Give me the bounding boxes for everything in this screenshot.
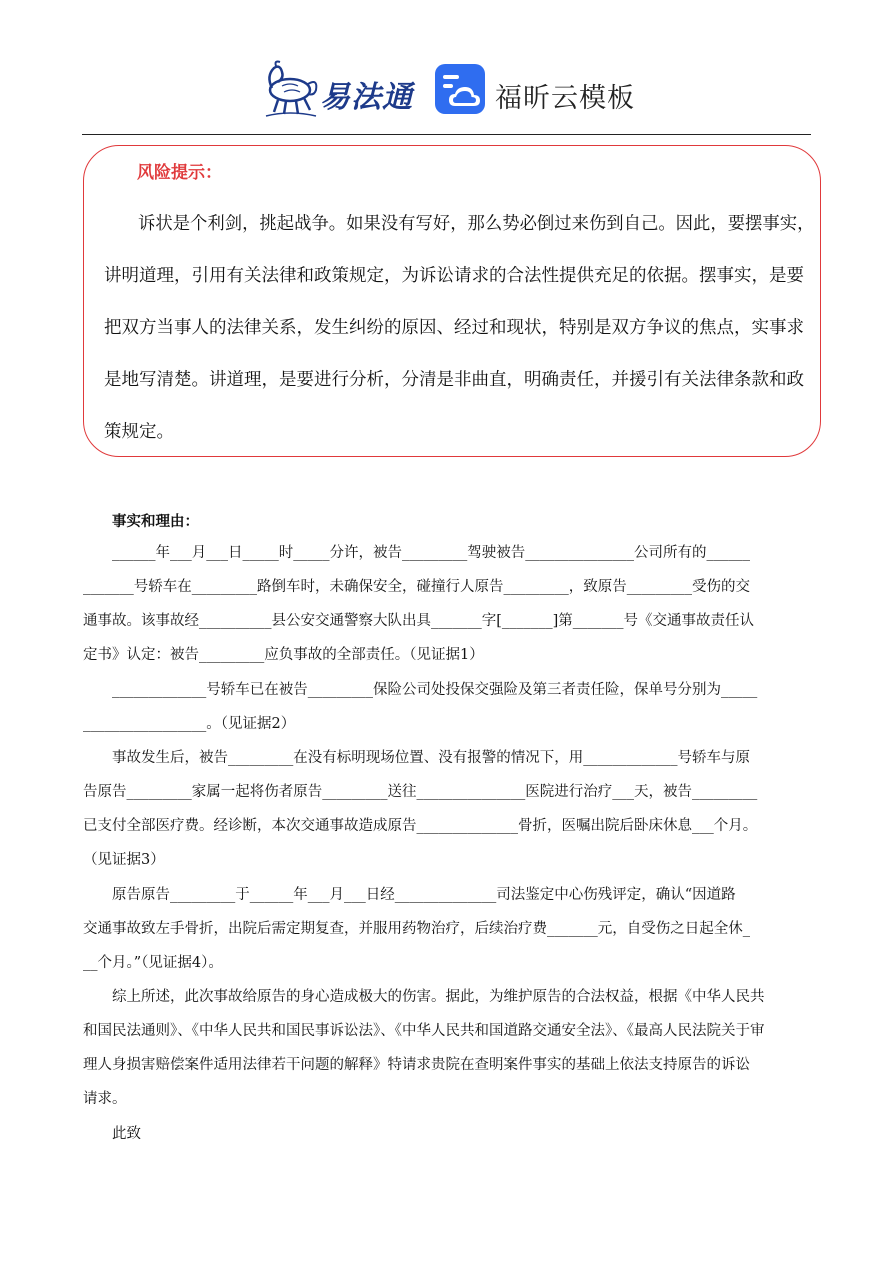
doc-line: 告原告_________家属一起将伤者原告_________送往_______________医院进行治疗___天，被告_________: [83, 784, 758, 800]
doc-line: 请求。: [83, 1091, 127, 1107]
risk-line-4: 是地写清楚。讲道理，是要进行分析，分清是非曲直，明确责任，并援引有关法律条款和政: [104, 370, 804, 390]
risk-tip-title: 风险提示：: [137, 163, 222, 183]
doc-line-closing: 此致: [112, 1126, 141, 1142]
yifatong-logo: [262, 58, 417, 120]
doc-line: 通事故。该事故经__________县公安交通警察大队出具_______字[_______]第_______号《交通事故责任认: [83, 613, 755, 629]
doc-line: （见证据3）: [83, 852, 165, 868]
risk-tip-box: [83, 145, 821, 457]
qilin-mascot-icon: [262, 58, 320, 120]
doc-line: __个月。”（见证据4）。: [83, 955, 223, 971]
fuxin-cloud-icon: [435, 64, 485, 114]
header-divider: [82, 134, 811, 135]
fuxin-logo-text: 福昕云模板: [495, 83, 635, 114]
doc-line: _______号轿车在_________路倒车时，未确保安全，碰撞行人原告_________，致原告_________受伤的交: [83, 579, 750, 595]
risk-line-3: 把双方当事人的法律关系，发生纠纷的原因、经过和现状，特别是双方争议的焦点，实事求: [104, 318, 804, 338]
yifatong-logo-text: 易法通: [320, 80, 413, 115]
risk-line-5: 策规定。: [104, 422, 174, 442]
doc-line: _________________。（见证据2）: [83, 716, 296, 732]
doc-line: 交通事故致左手骨折，出院后需定期复查，并服用药物治疗，后续治疗费_______元，自受伤之日起全休_: [83, 921, 750, 937]
doc-line: 和国民法通则》、《中华人民共和国民事诉讼法》、《中华人民共和国道路交通安全法》、《最高人民法院关于审: [83, 1023, 765, 1039]
risk-line-2: 讲明道理，引用有关法律和政策规定，为诉讼请求的合法性提供充足的依据。摆事实，是要: [104, 266, 804, 286]
doc-line: ______年___月___日_____时_____分许，被告_________驾驶被告_______________公司所有的______: [112, 545, 750, 561]
risk-line-1: 诉状是个利剑，挑起战争。如果没有写好，那么势必倒过来伤到自己。因此，要摆事实，: [138, 214, 815, 234]
facts-and-reasons-heading: 事实和理由：: [112, 513, 199, 530]
doc-line: 综上所述，此次事故给原告的身心造成极大的伤害。据此，为维护原告的合法权益，根据《中华人民共: [112, 989, 765, 1005]
header: [0, 58, 893, 124]
fuxin-logo: [435, 62, 635, 118]
doc-line: 定书》认定：被告_________应负事故的全部责任。（见证据1）: [83, 647, 484, 663]
doc-line: 原告原告_________于______年___月___日经______________司法鉴定中心伤残评定，确认“因道路: [112, 887, 736, 903]
doc-line: 理人身损害赔偿案件适用法律若干问题的解释》特请求贵院在查明案件事实的基础上依法支持原告的诉讼: [83, 1057, 750, 1073]
doc-line: 事故发生后，被告_________在没有标明现场位置、没有报警的情况下，用_____________号轿车与原: [112, 750, 750, 766]
doc-line: _____________号轿车已在被告_________保险公司处投保交强险及第三者责任险，保单号分别为_____: [112, 682, 758, 698]
doc-line: 已支付全部医疗费。经诊断，本次交通事故造成原告______________骨折，医嘱出院后卧床休息___个月。: [83, 818, 758, 834]
